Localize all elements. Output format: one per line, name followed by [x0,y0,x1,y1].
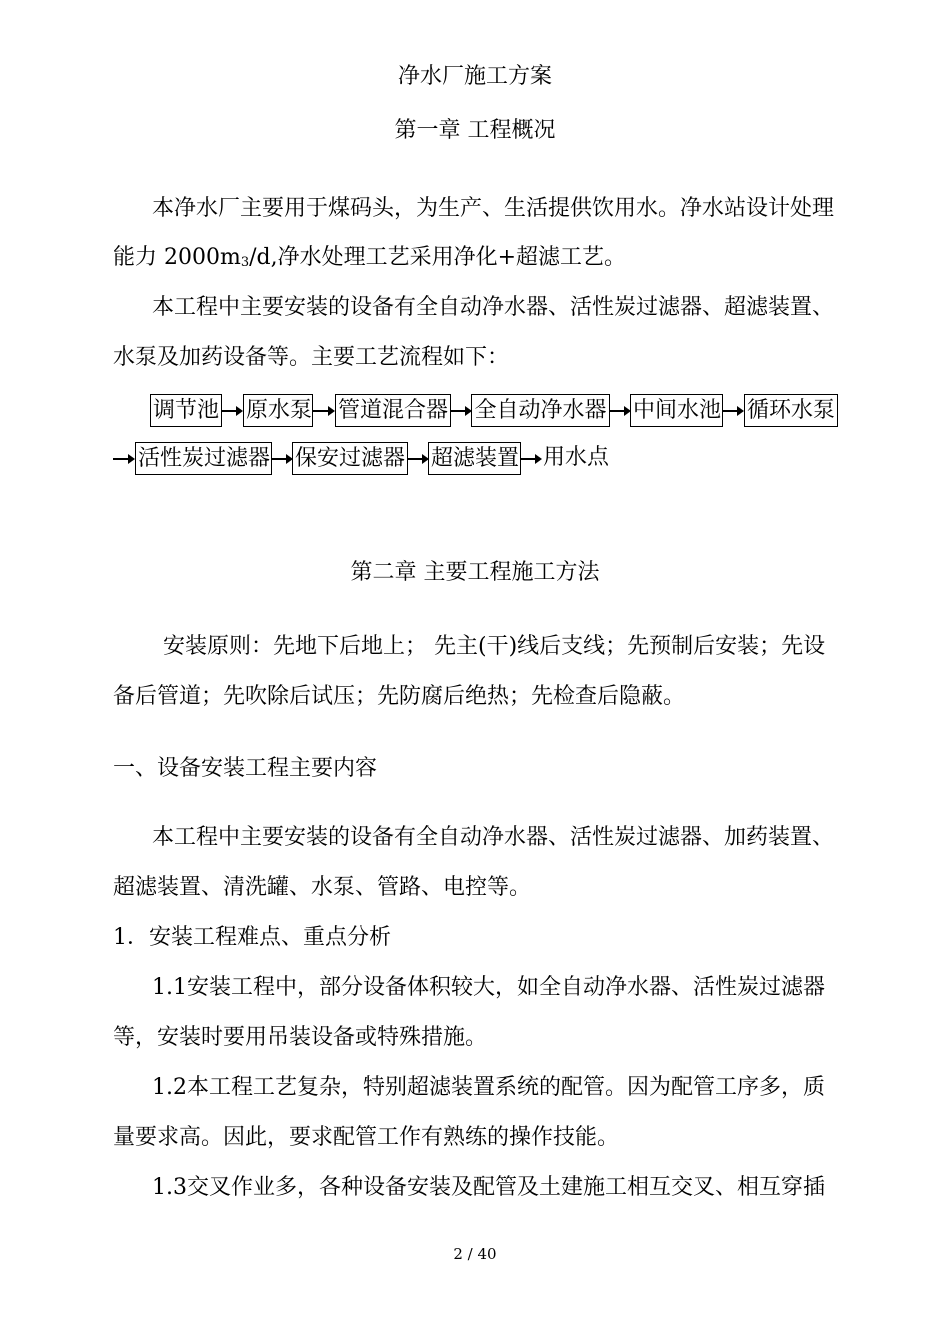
section-1-line-1: 本工程中主要安装的设备有全自动净水器、活性炭过滤器、加药装置、 [152,825,835,850]
paragraph-2-line-2: 水泵及加药设备等。主要工艺流程如下： [113,345,510,370]
capacity-subscript: 3 [240,255,250,270]
arrow-icon [221,396,243,426]
flow-step-5: 中间水池 [630,394,723,427]
chapter-2-heading: 第二章 主要工程施工方法 [350,560,600,585]
arrow-icon [407,444,429,474]
flow-step-4: 全自动净水器 [471,394,610,427]
arrow-icon [609,396,631,426]
section-1-heading: 一、设备安装工程主要内容 [113,756,378,781]
arrow-icon [313,396,335,426]
principle-line-2: 备后管道；先吹除后试压；先防腐后绝热；先检查后隐蔽。 [113,684,686,709]
paragraph-2-line-1: 本工程中主要安装的设备有全自动净水器、活性炭过滤器、超滤装置、 [152,295,835,320]
arrow-icon [450,396,472,426]
flow-step-9: 超滤装置 [428,442,521,475]
paragraph-1-line-1: 本净水厂主要用于煤码头，为生产、生活提供饮用水。净水站设计处理 [152,196,835,221]
flow-step-2: 原水泵 [243,394,313,427]
flow-step-7: 活性炭过滤器 [135,442,272,475]
flow-step-1: 调节池 [150,394,222,427]
capacity-text: 能力 2000m [113,245,241,270]
arrow-icon [722,396,744,426]
flow-step-8: 保安过滤器 [292,442,408,475]
flow-step-3: 管道混合器 [335,394,451,427]
principle-line-1: 安装原则：先地下后地上； 先主(干)线后支线；先预制后安装；先设 [163,634,826,659]
page-indicator: 2 / 40 [453,1245,497,1263]
arrow-icon [271,444,293,474]
paragraph-1-line-2 [113,243,843,276]
chapter-1-heading: 第一章 工程概况 [394,118,556,143]
subsection-1-heading: 1．安装工程难点、重点分析 [113,925,391,950]
flow-end-point: 用水点 [543,445,610,470]
item-1-1-line-1: 1.1安装工程中，部分设备体积较大，如全自动净水器、活性炭过滤器 [152,975,825,1000]
section-1-line-2: 超滤装置、清洗罐、水泵、管路、电控等。 [113,875,532,900]
arrow-icon [520,444,542,474]
arrow-icon [113,444,135,474]
flow-step-6: 循环水泵 [744,394,838,427]
document-title: 净水厂施工方案 [397,64,552,89]
item-1-3-line-1: 1.3交叉作业多，各种设备安装及配管及土建施工相互交叉、相互穿插 [152,1175,825,1200]
item-1-1-line-2: 等，安装时要用吊装设备或特殊措施。 [113,1025,488,1050]
process-text: /d,净水处理工艺采用净化+超滤工艺。 [249,245,627,270]
item-1-2-line-1: 1.2本工程工艺复杂，特别超滤装置系统的配管。因为配管工序多，质 [152,1075,825,1100]
item-1-2-line-2: 量要求高。因此，要求配管工作有熟练的操作技能。 [113,1125,620,1150]
